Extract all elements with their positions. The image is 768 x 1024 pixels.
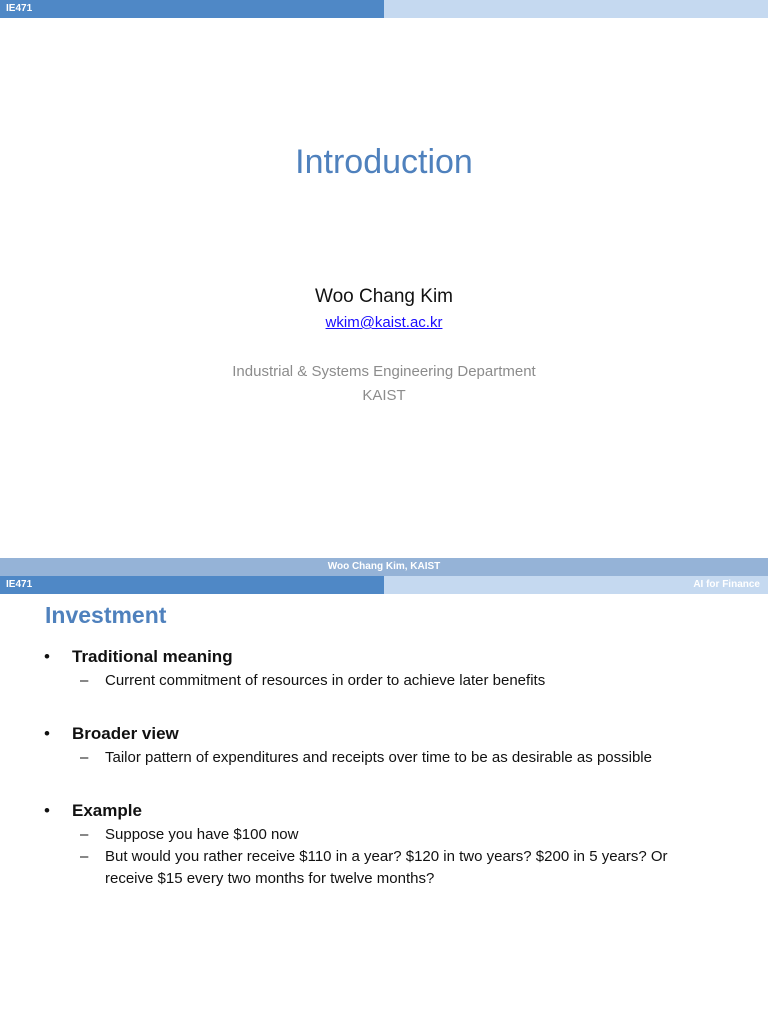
author-email	[0, 313, 768, 333]
slide-footer: Woo Chang Kim, KAIST	[0, 558, 768, 576]
slide-header-bar	[0, 576, 768, 594]
bullet-dot: •	[44, 801, 50, 820]
bullet-item	[0, 644, 768, 670]
institution: KAIST	[362, 387, 406, 404]
sub-bullet-text: Current commitment of resources in order to achieve later benefits	[105, 672, 546, 689]
email-link[interactable]: wkim@kaist.ac.kr	[325, 314, 443, 331]
course-name: AI for Finance	[693, 579, 760, 590]
sub-bullet-dash: –	[80, 848, 89, 865]
header-bar-light	[384, 0, 768, 18]
sub-bullet-item	[0, 824, 768, 846]
sub-bullet-text: Tailor pattern of expenditures and receipts over time to be as desirable as possible	[105, 749, 652, 766]
sub-bullet-dash: –	[80, 672, 89, 689]
sub-bullet-dash: –	[80, 826, 89, 843]
bullet-dot: •	[44, 647, 50, 666]
bullet-list	[0, 644, 768, 890]
slide-title: Investment	[45, 602, 167, 628]
department: Industrial & Systems Engineering Department	[232, 363, 536, 380]
bullet-heading: Traditional meaning	[72, 647, 233, 666]
sub-bullet-text: Suppose you have $100 now	[105, 826, 299, 843]
course-code: IE471	[6, 579, 33, 590]
sub-bullet-item	[0, 747, 768, 769]
bullet-dot: •	[44, 724, 50, 743]
bullet-item	[0, 798, 768, 824]
author-name: Woo Chang Kim	[315, 286, 453, 307]
slide-title: Introduction	[295, 143, 473, 181]
sub-bullet-dash: –	[80, 749, 89, 766]
bullet-heading: Example	[72, 801, 142, 820]
bullet-item	[0, 721, 768, 747]
header-bar-dark	[0, 0, 384, 18]
header-bar-dark	[0, 576, 384, 594]
investment-slide	[0, 576, 768, 1024]
sub-bullet-item	[0, 670, 768, 692]
sub-bullet-item	[0, 846, 768, 890]
bullet-heading: Broader view	[72, 724, 179, 743]
course-code: IE471	[6, 3, 33, 14]
slide-header-bar	[0, 0, 768, 18]
sub-bullet-text: But would you rather receive $110 in a year? $120 in two years? $200 in 5 years? Or receive $15 every two months for twelve months?	[105, 848, 668, 887]
